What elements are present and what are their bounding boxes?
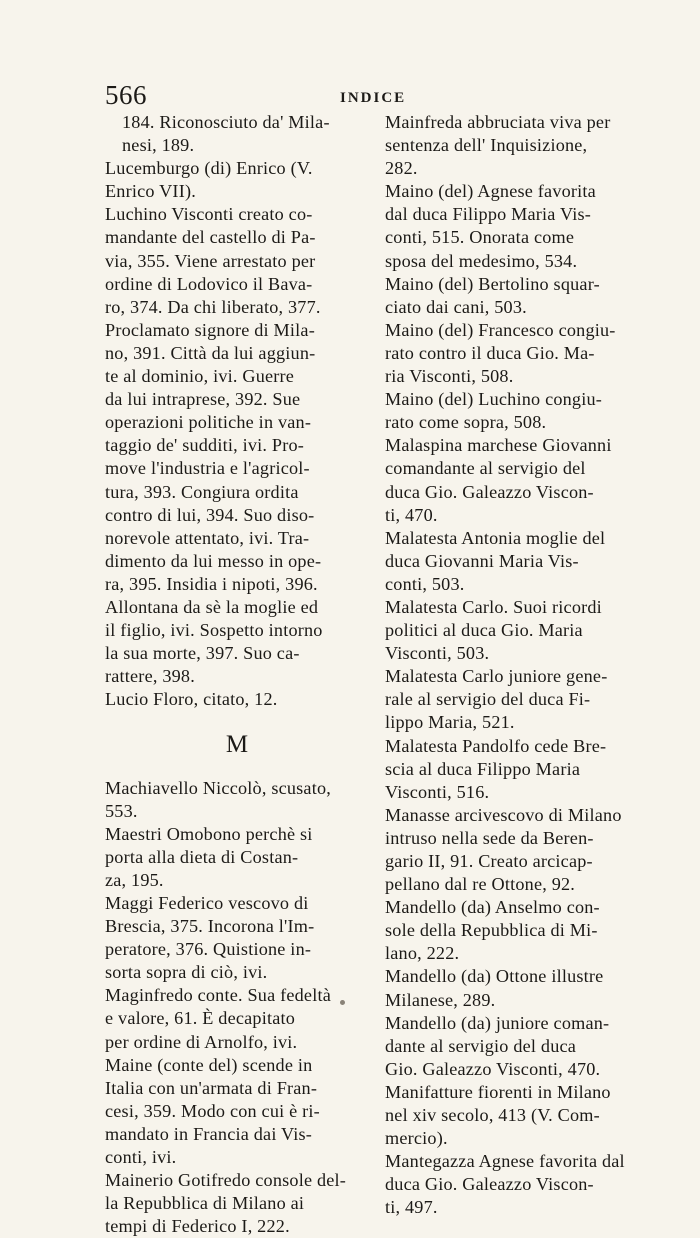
index-entry-line: Malatesta Antonia moglie del [385, 527, 606, 548]
index-entry-line: Mainfreda abbruciata viva per [385, 112, 611, 132]
index-entry [105, 984, 370, 1053]
index-entry-line: dimento da lui messo in ope- [105, 550, 322, 571]
index-entry-line: scia al duca Filippo Maria [385, 758, 581, 779]
index-entry-line: Brescia, 375. Incorona l'Im- [105, 916, 315, 937]
index-entry [385, 1081, 685, 1150]
index-entry-line: Maino (del) Francesco congiu- [385, 319, 616, 340]
index-entry-line: sole della Repubblica di Mi- [385, 920, 598, 941]
index-entry-line: 184. Riconosciuto da' Mila- [122, 112, 330, 132]
index-entry-line: Malatesta Carlo juniore gene- [385, 666, 608, 687]
index-entry-line: Malaspina marchese Giovanni [385, 435, 612, 456]
index-entry-line: gario II, 91. Creato arcicap- [385, 851, 593, 871]
index-entry [385, 434, 685, 526]
index-entry [105, 203, 370, 688]
index-entry-line: e valore, 61. È decapitato [105, 1008, 296, 1029]
index-entry-line: Mainerio Gotifredo console del- [105, 1170, 347, 1191]
index-entry-line: ro, 374. Da chi liberato, 377. [105, 296, 321, 317]
index-entry [385, 1150, 685, 1219]
index-entry-line: ti, 470. [385, 504, 438, 525]
index-entry [105, 823, 370, 892]
index-entry-line: taggio de' sudditi, ivi. Pro- [105, 435, 305, 456]
index-entry-line: Maino (del) Bertolino squar- [385, 273, 600, 294]
index-entry-line: Proclamato signore di Mila- [105, 319, 315, 340]
index-entry-line: norevole attentato, ivi. Tra- [105, 527, 310, 548]
index-entry [385, 527, 685, 596]
index-entry-line: ra, 395. Insidia i nipoti, 396. [105, 573, 318, 594]
index-entry-line: contro di lui, 394. Suo diso- [105, 504, 315, 525]
index-entry-line: conti, 515. Onorata come [385, 227, 575, 248]
index-entry [385, 273, 685, 319]
index-entry-line: ordine di Lodovico il Bava- [105, 273, 313, 294]
index-entry-line: Malatesta Carlo. Suoi ricordi [385, 596, 602, 617]
index-entry-line: Mandello (da) juniore coman- [385, 1012, 610, 1033]
index-entry-line: conti, ivi. [105, 1147, 177, 1168]
index-entry-line: dal duca Filippo Maria Vis- [385, 204, 592, 225]
index-entry-line: lano, 222. [385, 943, 460, 964]
index-entry-line: no, 391. Città da lui aggiun- [105, 342, 316, 363]
index-entry-line: la Repubblica di Milano ai [105, 1193, 305, 1214]
index-entry [385, 804, 685, 896]
index-entry-line: Maine (conte del) scende in [105, 1054, 313, 1075]
index-entry-line: peratore, 376. Quistione in- [105, 939, 312, 960]
index-entry-line: cesi, 359. Modo con cui è ri- [105, 1100, 320, 1121]
index-entry-line: intruso nella sede da Beren- [385, 827, 594, 848]
index-entry-line: mercio). [385, 1128, 448, 1149]
left-m-index-entries [105, 777, 370, 1238]
index-entry-line: ria Visconti, 508. [385, 366, 514, 387]
index-entry-line: Manasse arcivescovo di Milano [385, 804, 622, 825]
index-entry-line: comandante al servigio del [385, 458, 586, 479]
index-entry-line: nesi, 189. [122, 135, 195, 156]
left-index-entries [105, 111, 370, 711]
left-column [105, 111, 370, 1238]
index-entry-line: via, 355. Viene arrestato per [105, 250, 316, 271]
index-entry-line: te al dominio, ivi. Guerre [105, 366, 295, 387]
index-entry-line: Mantegazza Agnese favorita dal [385, 1151, 625, 1172]
index-entry-line: duca Gio. Galeazzo Viscon- [385, 481, 594, 502]
index-entry-line: tempi di Federico I, 222. [105, 1216, 290, 1237]
paper-speck [340, 1000, 345, 1005]
index-entry [385, 896, 685, 965]
index-entry-line: Maestri Omobono perchè si [105, 823, 313, 844]
index-entry-line: Allontana da sè la moglie ed [105, 596, 319, 617]
index-entry [385, 319, 685, 388]
index-entry [385, 665, 685, 734]
index-entry-line: conti, 503. [385, 573, 465, 594]
section-letter-heading: M [225, 731, 250, 759]
index-entry-line: Lucio Floro, citato, 12. [105, 689, 278, 710]
index-entry-line: per ordine di Arnolfo, ivi. [105, 1031, 298, 1052]
index-entry-line: move l'industria e l'agricol- [105, 458, 310, 479]
index-entry [385, 180, 685, 272]
index-entry-line: duca Giovanni Maria Vis- [385, 550, 579, 571]
index-entry-line: ciato dai cani, 503. [385, 296, 527, 317]
index-entry [105, 111, 370, 157]
index-entry-line: Maggi Federico vescovo di [105, 893, 309, 913]
running-title: INDICE [340, 90, 407, 106]
index-entry [385, 111, 685, 180]
index-entry-line: sentenza dell' Inquisizione, [385, 135, 588, 156]
index-entry-line: Mandello (da) Ottone illustre [385, 966, 604, 987]
index-entry-line: ti, 497. [385, 1197, 438, 1218]
index-entry [105, 157, 370, 203]
index-entry-line: Machiavello Niccolò, scusato, [105, 777, 332, 798]
index-entry-line: rato come sopra, 508. [385, 412, 547, 433]
index-entry-line: Maginfredo conte. Sua fedeltà [105, 985, 331, 1006]
page-number: 566 [105, 80, 147, 110]
right-column [385, 111, 685, 1220]
right-index-entries [385, 111, 685, 1220]
index-entry-line: rato contro il duca Gio. Ma- [385, 342, 595, 363]
index-entry [385, 1012, 685, 1081]
index-entry [105, 1054, 370, 1169]
index-entry-line: Italia con un'armata di Fran- [105, 1077, 318, 1098]
index-entry-line: 553. [105, 800, 138, 821]
index-entry-line: 282. [385, 158, 418, 179]
index-entry [105, 1169, 370, 1238]
index-entry-line: il figlio, ivi. Sospetto intorno [105, 620, 323, 641]
index-entry-line: Visconti, 503. [385, 643, 490, 664]
index-entry-line: Maino (del) Luchino congiu- [385, 389, 603, 410]
index-entry-line: sorta sopra di ciò, ivi. [105, 962, 268, 983]
index-entry-line: politici al duca Gio. Maria [385, 620, 583, 641]
index-entry [385, 388, 685, 434]
index-entry-line: Gio. Galeazzo Visconti, 470. [385, 1058, 601, 1079]
index-entry-line: operazioni politiche in van- [105, 412, 312, 433]
index-entry-line: la sua morte, 397. Suo ca- [105, 643, 300, 664]
index-entry-line: sposa del medesimo, 534. [385, 250, 578, 271]
index-entry-line: mandante del castello di Pa- [105, 227, 316, 248]
index-entry-line: lippo Maria, 521. [385, 712, 515, 733]
index-entry [105, 892, 370, 984]
index-entry [105, 777, 370, 823]
index-entry [105, 688, 370, 711]
index-entry-line: porta alla dieta di Costan- [105, 846, 299, 867]
index-entry-line: Maino (del) Agnese favorita [385, 181, 596, 202]
index-entry [385, 596, 685, 665]
index-entry [385, 735, 685, 804]
index-entry-line: nel xiv secolo, 413 (V. Com- [385, 1105, 600, 1126]
index-entry-line: Visconti, 516. [385, 781, 490, 802]
index-entry-line: rale al servigio del duca Fi- [385, 689, 591, 710]
index-entry-line: pellano dal re Ottone, 92. [385, 874, 576, 895]
index-entry-line: Manifatture fiorenti in Milano [385, 1081, 611, 1102]
index-entry-line: mandato in Francia dai Vis- [105, 1123, 313, 1144]
index-entry-line: rattere, 398. [105, 666, 195, 687]
index-entry-line: Enrico VII). [105, 181, 196, 202]
index-entry-line: tura, 393. Congiura ordita [105, 481, 299, 502]
index-entry-line: dante al servigio del duca [385, 1035, 577, 1056]
index-entry-line: Luchino Visconti creato co- [105, 204, 313, 225]
index-entry-line: za, 195. [105, 869, 164, 890]
index-entry-line: duca Gio. Galeazzo Viscon- [385, 1174, 594, 1195]
index-entry [385, 965, 685, 1011]
index-entry-line: da lui intraprese, 392. Sue [105, 389, 301, 410]
index-entry-line: Milanese, 289. [385, 989, 496, 1010]
index-entry-line: Mandello (da) Anselmo con- [385, 897, 600, 918]
index-entry-line: Lucemburgo (di) Enrico (V. [105, 158, 313, 179]
index-entry-line: Malatesta Pandolfo cede Bre- [385, 735, 607, 756]
